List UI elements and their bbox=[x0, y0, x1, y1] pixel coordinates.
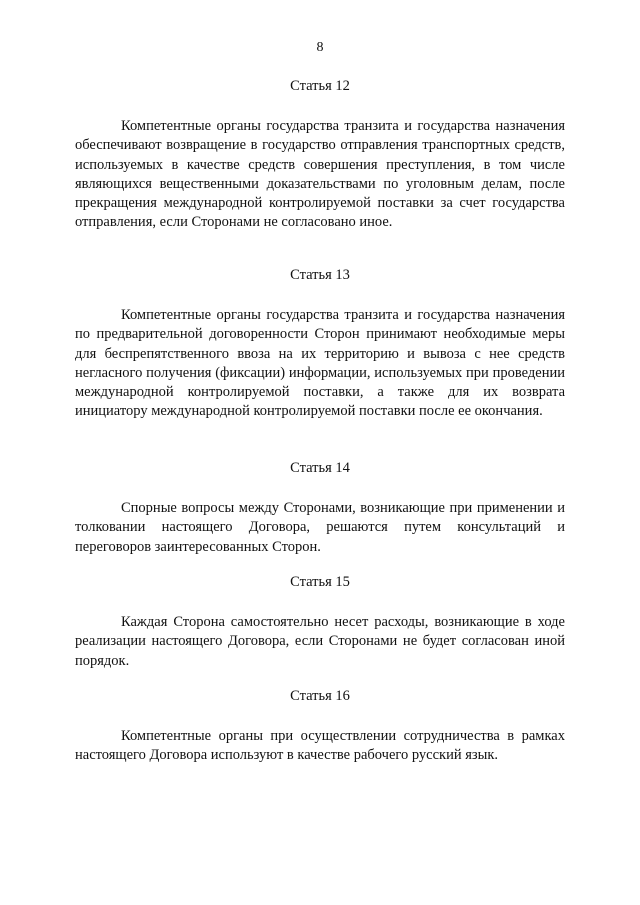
article-14-text: Спорные вопросы между Сторонами, возникающие при применении и толковании настоящего Договора, решаются путем консультаций и переговоров заинтересованных Сторон. bbox=[75, 500, 565, 555]
article-13-title: Статья 13 bbox=[290, 267, 350, 283]
article-16-text: Компетентные органы при осуществлении сотрудничества в рамках настоящего Договора используют в качестве рабочего русский язык. bbox=[75, 728, 565, 764]
page-number: 8 bbox=[316, 40, 324, 55]
article-13-text: Компетентные органы государства транзита и государства назначения по предварительной договоренности Сторон принимают необходимые меры для беспрепятственного ввоза на их территорию и вывоза с нее средств негласного получения (фиксации) информации, используемых при проведении международной контролируемой поставки, а также для их возврата инициатору международной контролируемой поставки после ее окончания. bbox=[75, 307, 565, 420]
article-14-title: Статья 14 bbox=[290, 460, 350, 476]
article-15-text: Каждая Сторона самостоятельно несет расходы, возникающие в ходе реализации настоящего Договора, если Сторонами не будет согласован иной порядок. bbox=[75, 614, 565, 669]
article-12-title: Статья 12 bbox=[290, 78, 350, 94]
article-16-title: Статья 16 bbox=[290, 688, 350, 704]
article-15-title: Статья 15 bbox=[290, 574, 350, 590]
article-12-text: Компетентные органы государства транзита и государства назначения обеспечивают возвращение в государство отправления транспортных средств, используемых в качестве средств совершения преступления, в том числе являющихся вещественными доказательствами по уголовным делам, после прекращения международной контролируемой поставки за счет государства отправления, если Сторонами не согласовано иное. bbox=[75, 118, 565, 231]
